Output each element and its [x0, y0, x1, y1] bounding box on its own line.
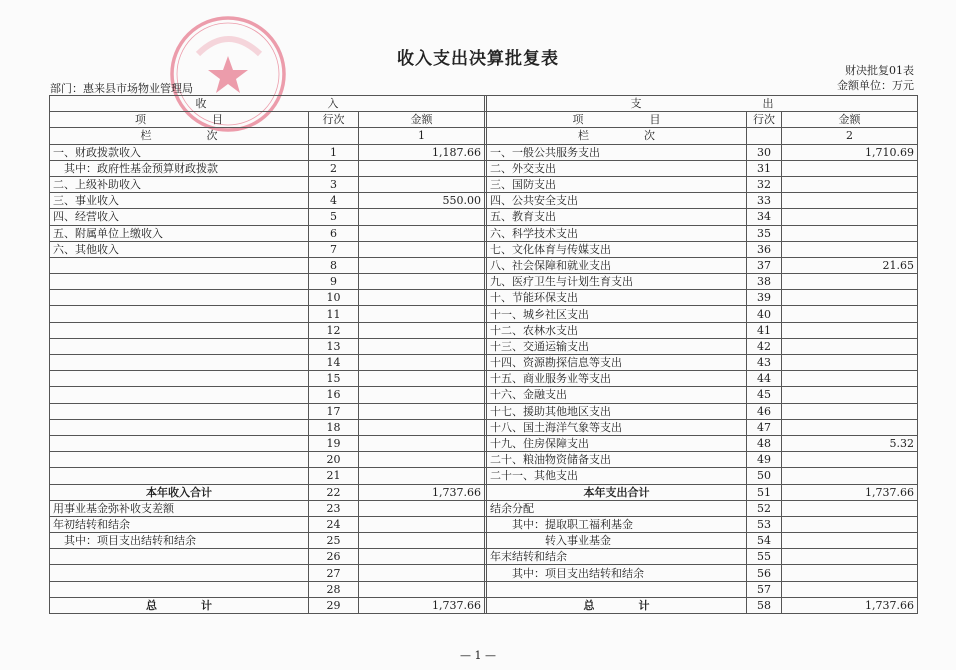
expense-amount-cell: [782, 516, 918, 532]
expense-item-cell: 六、科学技术支出: [487, 225, 747, 241]
income-item-cell: 总 计: [50, 597, 309, 613]
income-column-no: 1: [359, 128, 485, 144]
income-amount-cell: [359, 500, 485, 516]
expense-rowno-cell: 39: [747, 290, 782, 306]
income-rowno-cell: 3: [309, 176, 359, 192]
expense-rowno-cell: 40: [747, 306, 782, 322]
amount-unit: 金额单位：万元: [837, 79, 914, 92]
income-item-cell: 用事业基金弥补收支差额: [50, 500, 309, 516]
expense-amount-cell: [782, 452, 918, 468]
income-amount-cell: [359, 338, 485, 354]
expense-item-cell: 二十一、其他支出: [487, 468, 747, 484]
expense-item-cell: 十、节能环保支出: [487, 290, 747, 306]
expense-amount-cell: [782, 176, 918, 192]
income-rowno-cell: 20: [309, 452, 359, 468]
income-rowno-cell: 9: [309, 274, 359, 290]
expense-item-cell: 年末结转和结余: [487, 549, 747, 565]
expense-rowno-cell: 42: [747, 338, 782, 354]
expense-amount-cell: [782, 338, 918, 354]
expense-amount-cell: [782, 160, 918, 176]
expense-rowno-cell: 34: [747, 209, 782, 225]
expense-rowno-cell: 50: [747, 468, 782, 484]
table-code: 财决批复01表: [845, 64, 914, 77]
expense-item-cell: 二、外交支出: [487, 160, 747, 176]
expense-item-cell: 九、医疗卫生与计划生育支出: [487, 274, 747, 290]
expense-rowno-cell: 44: [747, 371, 782, 387]
income-rowno-cell: 7: [309, 241, 359, 257]
expense-amount-cell: 5.32: [782, 435, 918, 451]
income-item-cell: [50, 403, 309, 419]
income-item-cell: 本年收入合计: [50, 484, 309, 500]
income-amount-cell: [359, 371, 485, 387]
expense-amount-cell: [782, 500, 918, 516]
income-rowno-header: 行次: [309, 112, 359, 128]
expense-item-header: 项 目: [487, 112, 747, 128]
income-item-cell: 其中：项目支出结转和结余: [50, 533, 309, 549]
expense-amount-cell: [782, 355, 918, 371]
table-row: [50, 193, 918, 209]
income-item-cell: 年初结转和结余: [50, 516, 309, 532]
income-rowno-cell: 27: [309, 565, 359, 581]
income-rowno-cell: 26: [309, 549, 359, 565]
income-amount-cell: [359, 355, 485, 371]
income-rowno-cell: 21: [309, 468, 359, 484]
table-row: [50, 533, 918, 549]
table-row: [50, 452, 918, 468]
expense-item-cell: 十一、城乡社区支出: [487, 306, 747, 322]
expense-rowno-header: 行次: [747, 112, 782, 128]
table-row: [50, 290, 918, 306]
income-item-cell: 二、上级补助收入: [50, 176, 309, 192]
table-row: [50, 355, 918, 371]
expense-item-cell: 结余分配: [487, 500, 747, 516]
income-column-label: 栏 次: [50, 128, 309, 144]
expense-rowno-cell: 48: [747, 435, 782, 451]
table-row: [50, 500, 918, 516]
income-rowno-cell: 2: [309, 160, 359, 176]
expense-rowno-cell: 51: [747, 484, 782, 500]
expense-item-cell: 四、公共安全支出: [487, 193, 747, 209]
income-amount-cell: [359, 533, 485, 549]
income-amount-cell: [359, 435, 485, 451]
expense-rowno-cell: 32: [747, 176, 782, 192]
page-number: — 1 —: [460, 649, 496, 662]
income-item-cell: [50, 452, 309, 468]
expense-rowno-cell: 57: [747, 581, 782, 597]
table-row: [50, 209, 918, 225]
expense-item-cell: [487, 581, 747, 597]
expense-amount-cell: [782, 274, 918, 290]
table-row: [50, 225, 918, 241]
income-rowno-cell: 16: [309, 387, 359, 403]
income-item-cell: 三、事业收入: [50, 193, 309, 209]
income-item-cell: [50, 581, 309, 597]
income-rowno-cell: 18: [309, 419, 359, 435]
income-rowno-cell: 11: [309, 306, 359, 322]
income-amount-cell: [359, 257, 485, 273]
table-row: [50, 419, 918, 435]
expense-rowno-cell: 55: [747, 549, 782, 565]
income-rowno-cell: 12: [309, 322, 359, 338]
income-item-header: 项 目: [50, 112, 309, 128]
income-amount-cell: [359, 468, 485, 484]
expense-item-cell: 十三、交通运输支出: [487, 338, 747, 354]
expense-item-cell: 三、国防支出: [487, 176, 747, 192]
income-amount-cell: [359, 306, 485, 322]
expense-item-cell: 十五、商业服务业等支出: [487, 371, 747, 387]
income-amount-cell: [359, 403, 485, 419]
income-amount-cell: [359, 209, 485, 225]
income-rowno-cell: 25: [309, 533, 359, 549]
table-row: [50, 403, 918, 419]
income-item-cell: [50, 274, 309, 290]
income-item-cell: 其中：政府性基金预算财政拨款: [50, 160, 309, 176]
expense-rowno-cell: 49: [747, 452, 782, 468]
income-amount-cell: [359, 225, 485, 241]
expense-item-cell: 二十、粮油物资储备支出: [487, 452, 747, 468]
table-row: [50, 484, 918, 500]
table-row: [50, 322, 918, 338]
expense-column-no: 2: [782, 128, 918, 144]
expense-rowno-cell: 43: [747, 355, 782, 371]
income-amount-cell: [359, 160, 485, 176]
table-row: [50, 435, 918, 451]
income-rowno-cell: 15: [309, 371, 359, 387]
table-row: [50, 516, 918, 532]
income-item-cell: [50, 355, 309, 371]
income-item-cell: [50, 322, 309, 338]
income-item-cell: [50, 549, 309, 565]
income-amount-cell: [359, 290, 485, 306]
expense-rowno-cell: 58: [747, 597, 782, 613]
income-rowno-cell: 23: [309, 500, 359, 516]
expense-amount-cell: [782, 306, 918, 322]
expense-item-cell: 十六、金融支出: [487, 387, 747, 403]
table-row: [50, 274, 918, 290]
expense-amount-cell: [782, 581, 918, 597]
income-amount-cell: 550.00: [359, 193, 485, 209]
expense-item-cell: 一、一般公共服务支出: [487, 144, 747, 160]
income-amount-cell: [359, 274, 485, 290]
expense-amount-cell: [782, 468, 918, 484]
expense-rowno-cell: 52: [747, 500, 782, 516]
income-amount-cell: [359, 452, 485, 468]
expense-rowno-cell: 46: [747, 403, 782, 419]
expense-rowno-cell: 35: [747, 225, 782, 241]
income-item-cell: [50, 387, 309, 403]
expense-amount-cell: [782, 403, 918, 419]
expense-item-cell: 五、教育支出: [487, 209, 747, 225]
income-amount-cell: [359, 581, 485, 597]
expense-rowno-cell: 45: [747, 387, 782, 403]
income-header: 收 入: [50, 96, 485, 112]
table-row: [50, 144, 918, 160]
income-amount-cell: 1,737.66: [359, 597, 485, 613]
expense-amount-header: 金额: [782, 112, 918, 128]
expense-item-cell: 本年支出合计: [487, 484, 747, 500]
income-rowno-cell: 22: [309, 484, 359, 500]
income-rowno-cell: 5: [309, 209, 359, 225]
expense-column-label: 栏 次: [487, 128, 747, 144]
expense-item-cell: 十八、国土海洋气象等支出: [487, 419, 747, 435]
income-item-cell: [50, 257, 309, 273]
expense-amount-cell: [782, 371, 918, 387]
expense-amount-cell: 1,737.66: [782, 484, 918, 500]
expense-item-cell: 十二、农林水支出: [487, 322, 747, 338]
table-row: [50, 371, 918, 387]
expense-amount-cell: [782, 193, 918, 209]
expense-amount-cell: [782, 241, 918, 257]
income-amount-cell: 1,187.66: [359, 144, 485, 160]
expense-item-cell: 其中：项目支出结转和结余: [487, 565, 747, 581]
table-row: [50, 257, 918, 273]
expense-rowno-cell: 36: [747, 241, 782, 257]
header-row-columns: [50, 112, 918, 128]
income-rowno-cell: 17: [309, 403, 359, 419]
income-item-cell: [50, 338, 309, 354]
income-item-cell: [50, 290, 309, 306]
income-amount-cell: [359, 176, 485, 192]
income-item-cell: [50, 468, 309, 484]
expense-rowno-cell: 47: [747, 419, 782, 435]
expense-item-cell: 其中：提取职工福利基金: [487, 516, 747, 532]
income-item-cell: 四、经营收入: [50, 209, 309, 225]
expense-amount-cell: 1,710.69: [782, 144, 918, 160]
expense-amount-cell: [782, 419, 918, 435]
expense-amount-cell: [782, 533, 918, 549]
table-row: [50, 581, 918, 597]
table-row: [50, 338, 918, 354]
income-amount-cell: [359, 241, 485, 257]
income-amount-cell: [359, 419, 485, 435]
income-amount-cell: [359, 387, 485, 403]
income-item-cell: 六、其他收入: [50, 241, 309, 257]
income-item-cell: [50, 306, 309, 322]
income-rowno-cell: 24: [309, 516, 359, 532]
income-item-cell: [50, 565, 309, 581]
expense-rowno-cell: 31: [747, 160, 782, 176]
expense-item-cell: 八、社会保障和就业支出: [487, 257, 747, 273]
expense-amount-cell: [782, 322, 918, 338]
expense-rowno-cell: 33: [747, 193, 782, 209]
income-amount-cell: [359, 322, 485, 338]
expense-rowno-cell: 53: [747, 516, 782, 532]
table-row: [50, 565, 918, 581]
expense-amount-cell: [782, 290, 918, 306]
expense-rowno-cell: 54: [747, 533, 782, 549]
income-rowno-cell: 29: [309, 597, 359, 613]
table-row: [50, 241, 918, 257]
income-item-cell: 五、附属单位上缴收入: [50, 225, 309, 241]
table-row: [50, 306, 918, 322]
expense-amount-cell: [782, 209, 918, 225]
header-row-section: [50, 96, 918, 112]
expense-item-cell: 十九、住房保障支出: [487, 435, 747, 451]
income-amount-cell: [359, 516, 485, 532]
expense-amount-cell: [782, 549, 918, 565]
income-rowno-cell: 8: [309, 257, 359, 273]
income-rowno-cell: 14: [309, 355, 359, 371]
expense-amount-cell: 1,737.66: [782, 597, 918, 613]
expense-rowno-cell: 37: [747, 257, 782, 273]
expense-amount-cell: 21.65: [782, 257, 918, 273]
income-item-cell: [50, 419, 309, 435]
table-row: [50, 387, 918, 403]
table-row: [50, 160, 918, 176]
expense-rowno-cell: 38: [747, 274, 782, 290]
expense-rowno-cell: 41: [747, 322, 782, 338]
header-row-column-no: [50, 128, 918, 144]
table-row: [50, 549, 918, 565]
expense-amount-cell: [782, 225, 918, 241]
income-item-cell: [50, 435, 309, 451]
department-label: 部门：惠来县市场物业管理局: [50, 82, 193, 95]
expense-item-cell: 十四、资源勘探信息等支出: [487, 355, 747, 371]
document-title: 收入支出决算批复表: [397, 49, 559, 69]
income-rowno-cell: 1: [309, 144, 359, 160]
expense-item-cell: 总 计: [487, 597, 747, 613]
table-row: [50, 597, 918, 613]
expense-amount-cell: [782, 387, 918, 403]
income-amount-cell: [359, 565, 485, 581]
income-amount-header: 金额: [359, 112, 485, 128]
income-rowno-cell: 4: [309, 193, 359, 209]
income-item-cell: 一、财政拨款收入: [50, 144, 309, 160]
expense-item-cell: 十七、援助其他地区支出: [487, 403, 747, 419]
income-rowno-cell: 28: [309, 581, 359, 597]
expense-rowno-cell: 30: [747, 144, 782, 160]
income-rowno-cell: 10: [309, 290, 359, 306]
income-amount-cell: [359, 549, 485, 565]
income-rowno-cell: 13: [309, 338, 359, 354]
income-item-cell: [50, 371, 309, 387]
table-row: [50, 176, 918, 192]
expense-rowno-cell: 56: [747, 565, 782, 581]
income-amount-cell: 1,737.66: [359, 484, 485, 500]
expense-item-cell: 转入事业基金: [487, 533, 747, 549]
income-rowno-cell: 6: [309, 225, 359, 241]
expense-item-cell: 七、文化体育与传媒支出: [487, 241, 747, 257]
expense-header: 支 出: [487, 96, 918, 112]
budget-table: [49, 95, 918, 614]
expense-amount-cell: [782, 565, 918, 581]
table-row: [50, 468, 918, 484]
income-rowno-cell: 19: [309, 435, 359, 451]
